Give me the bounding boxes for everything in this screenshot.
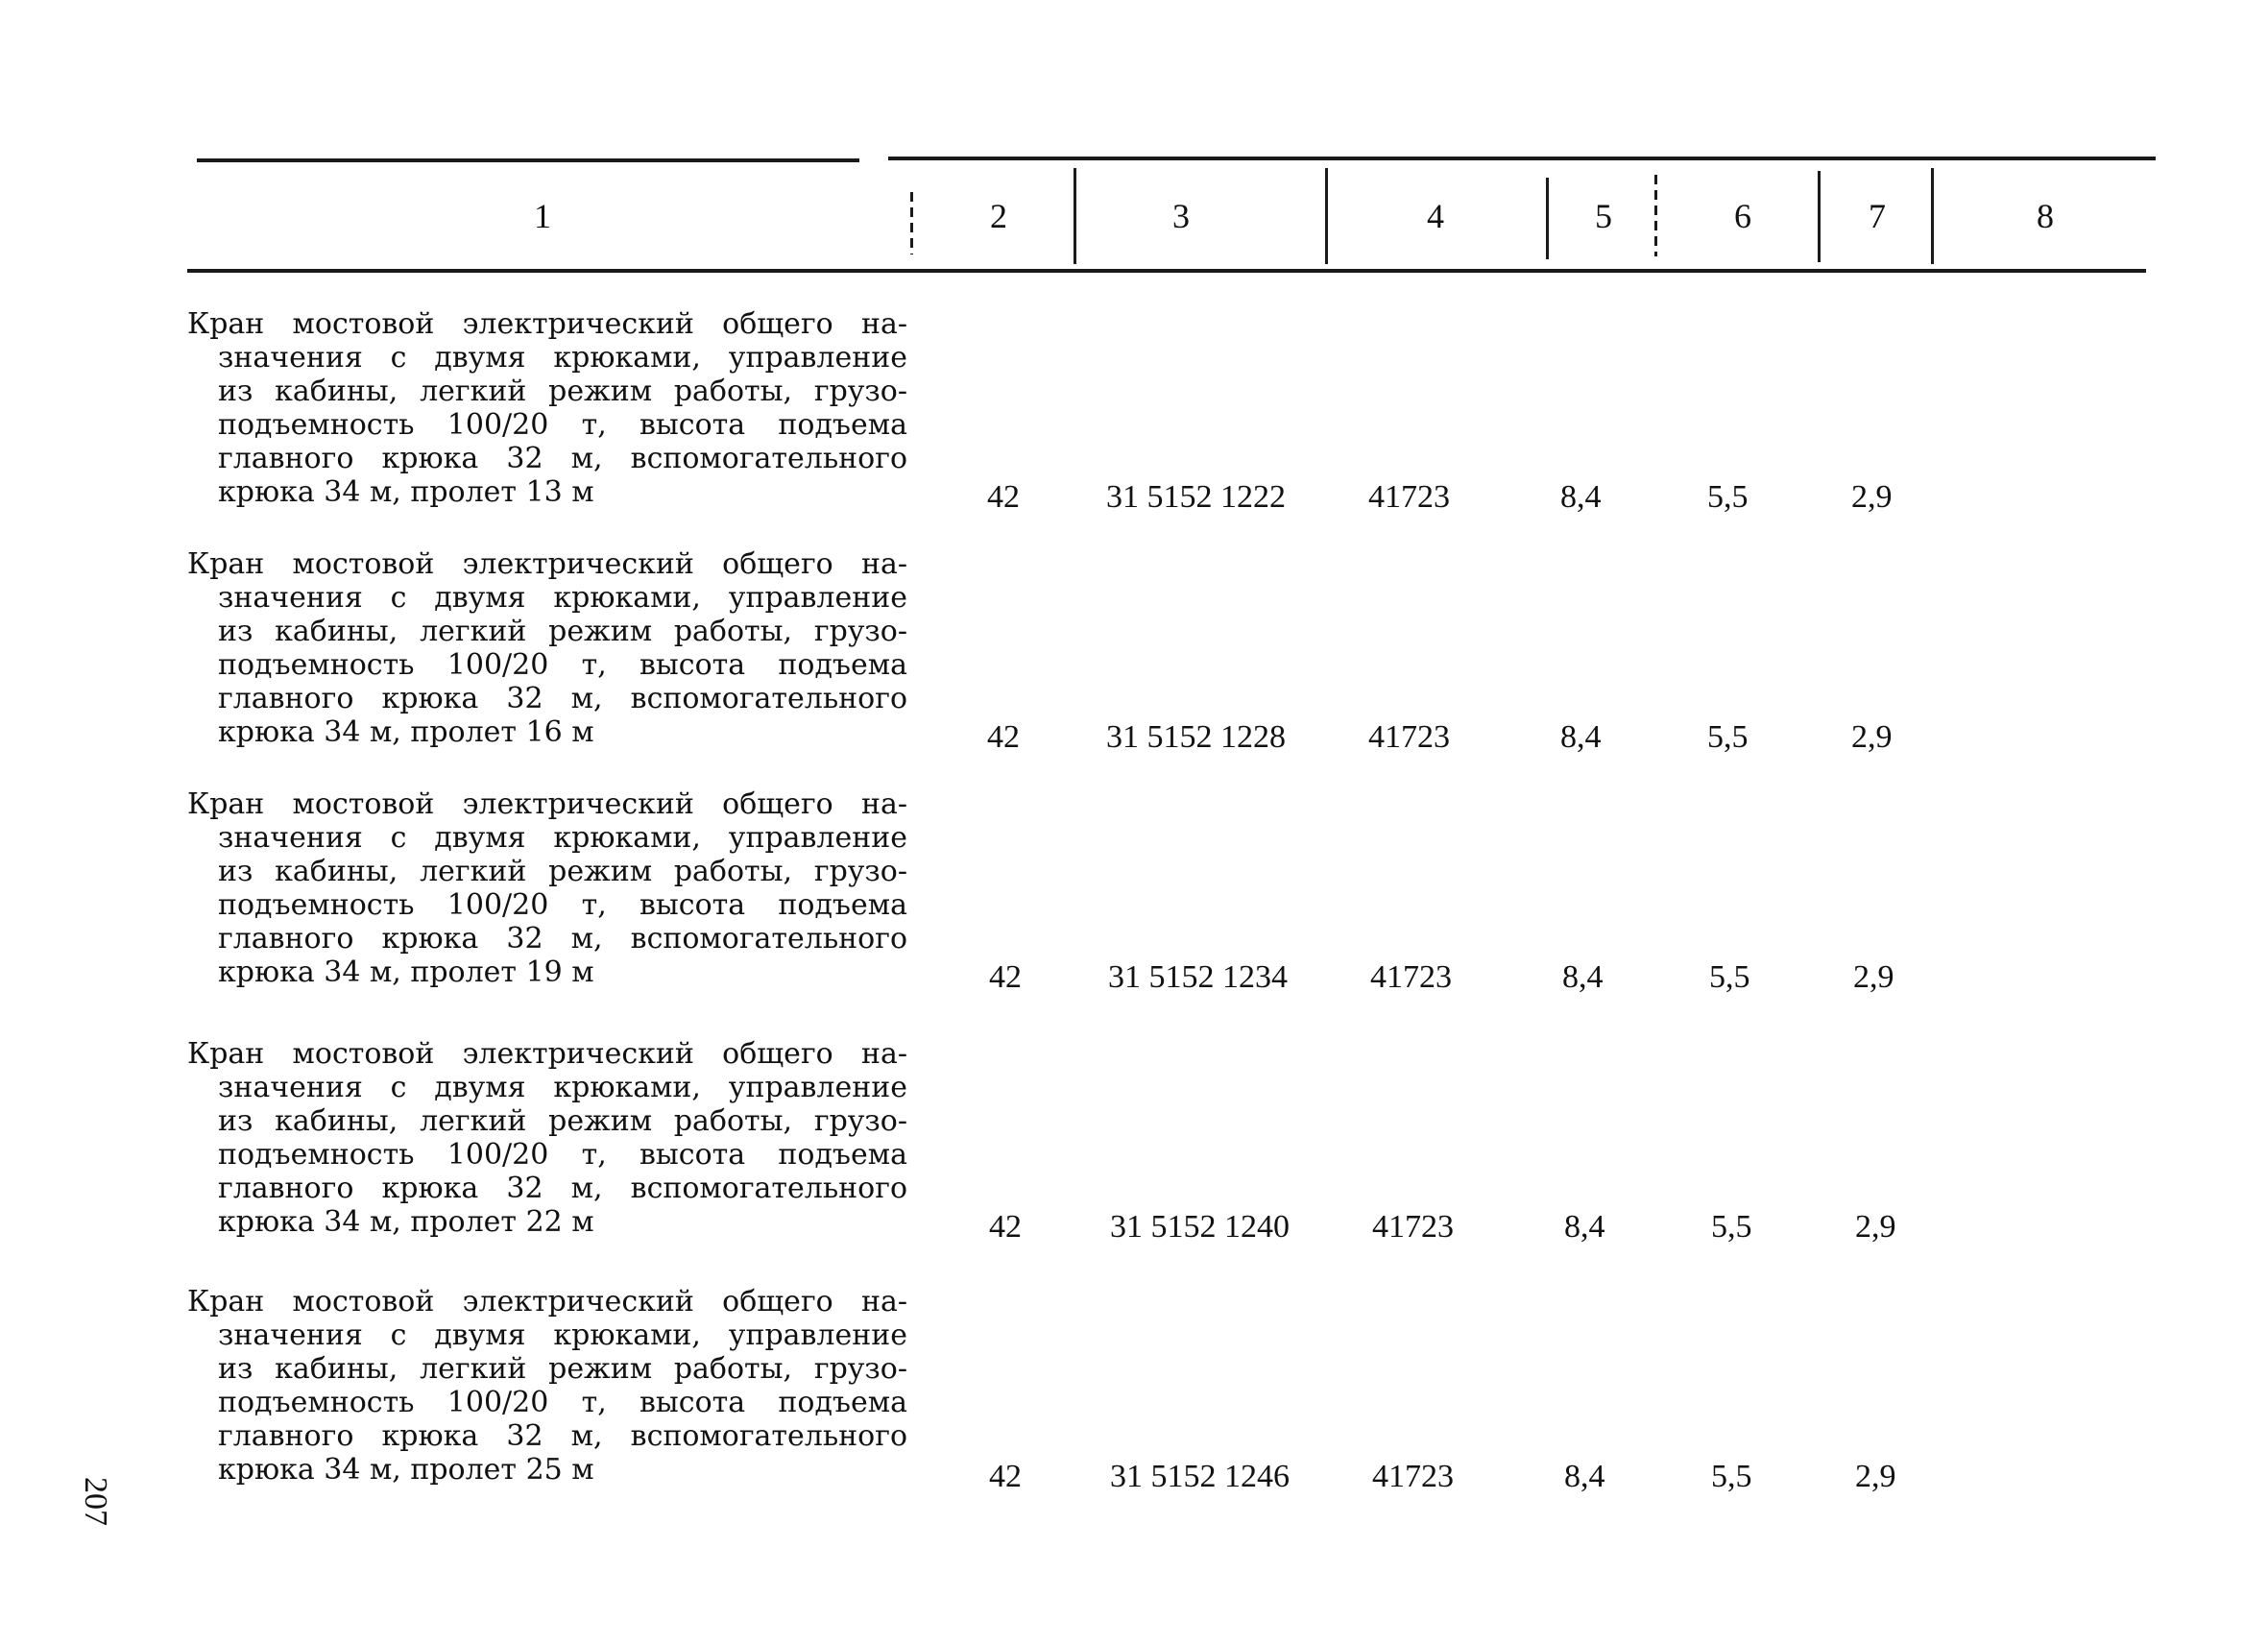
header-top-rule-right [888, 157, 2156, 160]
header-col-8: 8 [2037, 197, 2054, 235]
cell-col-7: 2,9 [1855, 1209, 1896, 1245]
cell-col-2: 42 [989, 1459, 1022, 1494]
cell-col-2: 42 [987, 479, 1020, 515]
header-divider-1 [910, 192, 913, 254]
cell-col-7: 2,9 [1851, 479, 1893, 515]
desc-line: значения с двумя крюками, управление [218, 1071, 907, 1104]
cell-col-2: 42 [987, 719, 1020, 755]
header-col-1: 1 [534, 197, 551, 235]
cell-col-4: 41723 [1370, 959, 1452, 995]
header-bottom-rule [187, 269, 2146, 273]
cell-col-7: 2,9 [1855, 1459, 1896, 1494]
header-divider-5 [1654, 175, 1657, 256]
cell-col-5: 8,4 [1562, 959, 1604, 995]
desc-line: значения с двумя крюками, управление [218, 341, 907, 375]
cell-col-4: 41723 [1372, 1459, 1454, 1494]
header-divider-4 [1546, 178, 1549, 259]
cell-col-7: 2,9 [1851, 719, 1893, 755]
cell-col-5: 8,4 [1564, 1209, 1605, 1245]
header-col-5: 5 [1595, 197, 1612, 235]
cell-col-3: 31 5152 1240 [1110, 1209, 1290, 1245]
desc-line: Кран мостовой электрический общего на- [187, 1037, 907, 1071]
cell-col-5: 8,4 [1560, 719, 1602, 755]
desc-line: значения с двумя крюками, управление [218, 821, 907, 855]
desc-line: из кабины, легкий режим работы, грузо- [218, 1352, 907, 1386]
header-col-2: 2 [990, 197, 1007, 235]
page-number: 207 [78, 1477, 113, 1526]
cell-col-4: 41723 [1368, 719, 1450, 755]
cell-col-5: 8,4 [1564, 1459, 1605, 1494]
header-divider-2 [1074, 168, 1076, 264]
header-divider-7 [1931, 168, 1934, 264]
cell-col-3: 31 5152 1228 [1106, 719, 1286, 755]
cell-col-6: 5,5 [1707, 719, 1749, 755]
row-description [187, 787, 907, 989]
header-divider-3 [1325, 168, 1328, 264]
header-col-3: 3 [1172, 197, 1190, 235]
row-description [187, 1285, 907, 1487]
desc-line: Кран мостовой электрический общего на- [187, 547, 907, 581]
desc-line: подъемность 100/20 т, высота подъема [218, 1138, 907, 1172]
cell-col-3: 31 5152 1246 [1110, 1459, 1290, 1494]
header-col-6: 6 [1734, 197, 1751, 235]
cell-col-6: 5,5 [1711, 1459, 1752, 1494]
desc-line: из кабины, легкий режим работы, грузо- [218, 855, 907, 888]
desc-line: главного крюка 32 м, вспомогательного [218, 1419, 907, 1453]
desc-line: значения с двумя крюками, управление [218, 1318, 907, 1352]
desc-line: Кран мостовой электрический общего на- [187, 787, 907, 821]
row-description [187, 547, 907, 749]
row-description [187, 1037, 907, 1239]
cell-col-6: 5,5 [1709, 959, 1750, 995]
desc-line: главного крюка 32 м, вспомогательного [218, 442, 907, 475]
cell-col-2: 42 [989, 1209, 1022, 1245]
cell-col-3: 31 5152 1234 [1108, 959, 1288, 995]
desc-line: подъемность 100/20 т, высота подъема [218, 888, 907, 922]
cell-col-2: 42 [989, 959, 1022, 995]
desc-line: из кабины, легкий режим работы, грузо- [218, 1104, 907, 1138]
desc-line: крюка 34 м, пролет 16 м [218, 715, 594, 749]
desc-line: главного крюка 32 м, вспомогательного [218, 682, 907, 715]
cell-col-4: 41723 [1372, 1209, 1454, 1245]
row-description [187, 307, 907, 509]
desc-line: подъемность 100/20 т, высота подъема [218, 648, 907, 682]
desc-line: крюка 34 м, пролет 22 м [218, 1205, 594, 1239]
desc-line: главного крюка 32 м, вспомогательного [218, 1172, 907, 1205]
desc-line: подъемность 100/20 т, высота подъема [218, 408, 907, 442]
cell-col-3: 31 5152 1222 [1106, 479, 1286, 515]
cell-col-5: 8,4 [1560, 479, 1602, 515]
desc-line: подъемность 100/20 т, высота подъема [218, 1386, 907, 1419]
cell-col-6: 5,5 [1711, 1209, 1752, 1245]
cell-col-6: 5,5 [1707, 479, 1749, 515]
desc-line: Кран мостовой электрический общего на- [187, 307, 907, 341]
header-top-rule-left [197, 158, 859, 162]
desc-line: крюка 34 м, пролет 13 м [218, 475, 594, 509]
desc-line: крюка 34 м, пролет 25 м [218, 1453, 594, 1487]
header-divider-6 [1818, 171, 1821, 262]
desc-line: Кран мостовой электрический общего на- [187, 1285, 907, 1318]
cell-col-7: 2,9 [1853, 959, 1894, 995]
header-col-4: 4 [1427, 197, 1444, 235]
desc-line: значения с двумя крюками, управление [218, 581, 907, 615]
desc-line: из кабины, легкий режим работы, грузо- [218, 375, 907, 408]
desc-line: главного крюка 32 м, вспомогательного [218, 922, 907, 956]
header-col-7: 7 [1869, 197, 1886, 235]
cell-col-4: 41723 [1368, 479, 1450, 515]
desc-line: крюка 34 м, пролет 19 м [218, 956, 594, 989]
desc-line: из кабины, легкий режим работы, грузо- [218, 615, 907, 648]
